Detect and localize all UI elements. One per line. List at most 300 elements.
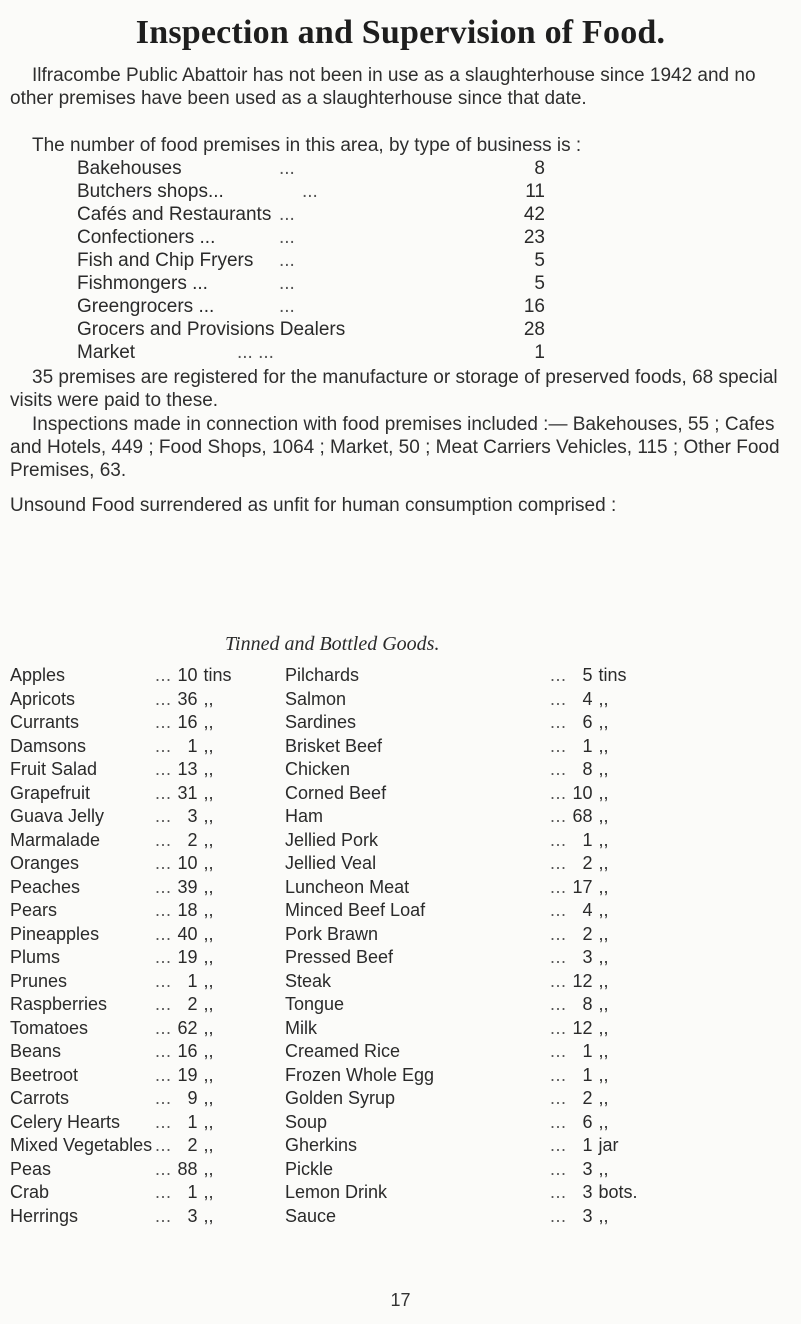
- table-row: [10, 1135, 790, 1159]
- quantity-unit: ,,: [598, 1017, 609, 1038]
- quantity-value: 6: [582, 1111, 593, 1132]
- premises-row: [77, 158, 597, 181]
- quantity-unit: ,,: [598, 806, 609, 826]
- quantity-value: 40: [177, 923, 198, 944]
- premises-intro: The number of food premises in this area, by type of business is :: [32, 135, 582, 156]
- leader-dots: ...: [155, 759, 172, 779]
- leader-dots: ...: [550, 853, 567, 873]
- food-item-quantity: [550, 1112, 640, 1133]
- food-item-name: Grapefruit: [10, 782, 91, 803]
- quantity-value: 3: [582, 1205, 593, 1226]
- premises-count: 28: [523, 319, 545, 340]
- food-item-name: Oranges: [10, 853, 80, 873]
- quantity-value: 3: [582, 1158, 593, 1179]
- premises-type: Market: [77, 342, 136, 363]
- table-row: [10, 1065, 790, 1089]
- food-item-name: Salmon: [285, 688, 347, 709]
- premises-row: [77, 250, 597, 273]
- unsound-food-table: [10, 665, 790, 1229]
- leader-dots: ...: [155, 900, 172, 920]
- food-item-quantity: [155, 1018, 245, 1039]
- food-item-name: Tongue: [285, 994, 345, 1014]
- quantity-value: 1: [582, 1135, 593, 1155]
- food-item-quantity: [550, 900, 640, 921]
- quantity-unit: ,,: [203, 947, 214, 967]
- quantity-unit: ,,: [203, 900, 214, 920]
- premises-count: 8: [534, 158, 545, 179]
- table-row: [10, 853, 790, 877]
- leader-dots: ...: [550, 1111, 567, 1132]
- leader-dots: ...: [550, 1041, 567, 1061]
- premises-type: Confectioners ...: [77, 227, 216, 248]
- food-item-quantity: [550, 1135, 640, 1156]
- table-row: [10, 759, 790, 783]
- food-item-name: Crab: [10, 1182, 50, 1202]
- food-item-quantity: [550, 665, 640, 686]
- quantity-value: 2: [187, 829, 198, 850]
- food-item-name: Damsons: [10, 735, 87, 756]
- food-item-name: Apricots: [10, 688, 76, 709]
- leader-dots: ...: [155, 1041, 172, 1061]
- food-item-name: Creamed Rice: [285, 1041, 401, 1061]
- quantity-unit: ,,: [203, 1135, 214, 1155]
- quantity-value: 8: [582, 759, 593, 779]
- quantity-value: 10: [177, 665, 198, 685]
- quantity-value: 1: [187, 970, 198, 991]
- leader-dots: ...: [155, 1088, 172, 1108]
- leader-dots: ...: [155, 829, 172, 850]
- food-item-name: Prunes: [10, 970, 68, 991]
- quantity-unit: ,,: [598, 782, 609, 803]
- quantity-unit: ,,: [203, 1182, 214, 1202]
- food-item-name: Raspberries: [10, 994, 108, 1014]
- premises-count: 1: [534, 342, 545, 363]
- quantity-value: 1: [187, 1111, 198, 1132]
- premises-row: [77, 342, 597, 365]
- quantity-value: 1: [582, 829, 593, 850]
- quantity-value: 1: [582, 735, 593, 756]
- food-item-name: Ham: [285, 806, 324, 826]
- food-item-quantity: [155, 1088, 245, 1109]
- food-item-quantity: [550, 759, 640, 780]
- premises-count: 16: [523, 296, 545, 317]
- leader-dots: ...: [279, 250, 295, 271]
- premises-count: 42: [523, 204, 545, 225]
- quantity-unit: ,,: [203, 1111, 214, 1132]
- quantity-unit: ,,: [598, 1111, 609, 1132]
- quantity-unit: ,,: [598, 1041, 609, 1061]
- food-item-quantity: [155, 689, 245, 710]
- food-item-quantity: [550, 830, 640, 851]
- leader-dots: ...: [550, 994, 567, 1014]
- table-row: [10, 712, 790, 736]
- table-row: [10, 1206, 790, 1230]
- quantity-value: 3: [187, 1205, 198, 1226]
- inspections-paragraph: Inspections made in connection with food premises included :— Bakehouses, 55 ; Cafes and Hotels, 449 ; Food Shops, 1064 ; Market, 50 ; Meat Carriers Vehicles, 115 ; Other Food Premises, 63.: [10, 414, 780, 481]
- quantity-unit: ,,: [203, 994, 214, 1014]
- food-item-name: Gherkins: [285, 1135, 358, 1155]
- quantity-value: 12: [572, 970, 593, 991]
- food-item-quantity: [155, 712, 245, 733]
- table-row: [10, 1182, 790, 1206]
- quantity-unit: ,,: [598, 970, 609, 991]
- quantity-value: 1: [582, 1041, 593, 1061]
- quantity-unit: ,,: [598, 923, 609, 944]
- quantity-unit: ,,: [203, 876, 214, 897]
- premises-count: 5: [534, 250, 545, 271]
- leader-dots: ...: [155, 665, 172, 685]
- food-item-quantity: [155, 853, 245, 874]
- food-item-quantity: [550, 1018, 640, 1039]
- quantity-value: 68: [572, 806, 593, 826]
- quantity-value: 39: [177, 876, 198, 897]
- food-item-name: Marmalade: [10, 829, 101, 850]
- table-row: [10, 994, 790, 1018]
- quantity-value: 6: [582, 712, 593, 732]
- intro-paragraph: Ilfracombe Public Abattoir has not been in use as a slaughterhouse since 1942 and no other premises have been used as a slaughterhouse since that date.: [10, 65, 756, 109]
- table-row: [10, 783, 790, 807]
- quantity-unit: bots.: [598, 1182, 638, 1202]
- food-item-name: Pork Brawn: [285, 923, 379, 944]
- table-row: [10, 736, 790, 760]
- leader-dots: ...: [550, 782, 567, 803]
- food-item-name: Golden Syrup: [285, 1088, 396, 1108]
- food-item-name: Pickle: [285, 1158, 334, 1179]
- quantity-unit: ,,: [203, 1041, 214, 1061]
- quantity-unit: ,,: [598, 1205, 609, 1226]
- quantity-value: 8: [582, 994, 593, 1014]
- quantity-value: 17: [572, 876, 593, 897]
- leader-dots: ...: [155, 1064, 172, 1085]
- table-row: [10, 971, 790, 995]
- leader-dots: ...: [155, 735, 172, 756]
- leader-dots: ...: [155, 994, 172, 1014]
- quantity-value: 2: [582, 1088, 593, 1108]
- quantity-unit: ,,: [598, 994, 609, 1014]
- premises-count: 23: [523, 227, 545, 248]
- food-item-quantity: [155, 1135, 245, 1156]
- quantity-unit: ,,: [598, 853, 609, 873]
- premises-list: [77, 158, 597, 365]
- table-row: [10, 1088, 790, 1112]
- leader-dots: ...: [550, 665, 567, 685]
- leader-dots: ...: [550, 1135, 567, 1155]
- quantity-value: 4: [582, 900, 593, 920]
- food-item-quantity: [155, 830, 245, 851]
- quantity-value: 2: [582, 923, 593, 944]
- leader-dots: ...: [550, 759, 567, 779]
- food-item-quantity: [550, 1182, 640, 1203]
- quantity-value: 2: [582, 853, 593, 873]
- food-item-quantity: [550, 689, 640, 710]
- food-item-name: Luncheon Meat: [285, 876, 410, 897]
- leader-dots: ...: [550, 712, 567, 732]
- premises-count: 5: [534, 273, 545, 294]
- leader-dots: ...: [550, 947, 567, 967]
- table-row: [10, 947, 790, 971]
- quantity-unit: ,,: [598, 1088, 609, 1108]
- food-item-name: Brisket Beef: [285, 735, 383, 756]
- food-item-quantity: [550, 994, 640, 1015]
- table-row: [10, 924, 790, 948]
- leader-dots: ...: [550, 735, 567, 756]
- quantity-unit: ,,: [203, 806, 214, 826]
- quantity-value: 31: [177, 782, 198, 803]
- page-title: Inspection and Supervision of Food.: [135, 14, 666, 51]
- food-item-quantity: [550, 1065, 640, 1086]
- food-item-quantity: [550, 924, 640, 945]
- table-row: [10, 877, 790, 901]
- quantity-unit: ,,: [203, 970, 214, 991]
- premises-row: [77, 273, 597, 296]
- leader-dots: ...: [550, 1088, 567, 1108]
- food-item-quantity: [550, 1159, 640, 1180]
- quantity-value: 10: [177, 853, 198, 873]
- table-row: [10, 900, 790, 924]
- quantity-value: 2: [187, 994, 198, 1014]
- food-item-name: Herrings: [10, 1205, 79, 1226]
- premises-type: Butchers shops...: [77, 181, 224, 202]
- food-item-quantity: [550, 1088, 640, 1109]
- food-item-quantity: [155, 1112, 245, 1133]
- premises-type: Cafés and Restaurants: [77, 204, 272, 225]
- quantity-unit: ,,: [598, 829, 609, 850]
- food-item-quantity: [155, 759, 245, 780]
- food-item-name: Currants: [10, 712, 80, 732]
- food-item-quantity: [550, 1206, 640, 1227]
- leader-dots: ...: [155, 970, 172, 991]
- quantity-unit: tins: [203, 665, 232, 685]
- food-item-name: Plums: [10, 947, 61, 967]
- leader-dots: ...: [155, 712, 172, 732]
- leader-dots: ...: [550, 1158, 567, 1179]
- food-item-name: Carrots: [10, 1088, 70, 1108]
- table-row: [10, 830, 790, 854]
- premises-count: 11: [525, 181, 545, 202]
- leader-dots: ...: [279, 204, 295, 225]
- quantity-value: 5: [582, 665, 593, 685]
- quantity-unit: ,,: [203, 1088, 214, 1108]
- leader-dots: ...: [550, 970, 567, 991]
- quantity-unit: ,,: [598, 759, 609, 779]
- food-item-name: Lemon Drink: [285, 1182, 388, 1202]
- leader-dots: ...: [279, 273, 295, 294]
- quantity-unit: ,,: [598, 900, 609, 920]
- food-item-quantity: [550, 783, 640, 804]
- quantity-unit: ,,: [203, 735, 214, 756]
- food-item-quantity: [155, 1182, 245, 1203]
- food-item-name: Jellied Pork: [285, 829, 379, 850]
- quantity-value: 88: [177, 1158, 198, 1179]
- food-item-name: Beans: [10, 1041, 62, 1061]
- leader-dots: ...: [155, 1111, 172, 1132]
- table-row: [10, 1159, 790, 1183]
- food-item-name: Pilchards: [285, 665, 360, 685]
- food-item-name: Pears: [10, 900, 58, 920]
- quantity-unit: tins: [598, 665, 627, 685]
- quantity-unit: ,,: [598, 688, 609, 709]
- quantity-unit: ,,: [598, 1158, 609, 1179]
- quantity-unit: ,,: [203, 1158, 214, 1179]
- food-item-quantity: [550, 853, 640, 874]
- quantity-value: 4: [582, 688, 593, 709]
- leader-dots: ...: [279, 296, 295, 317]
- quantity-unit: ,,: [598, 735, 609, 756]
- quantity-value: 1: [582, 1064, 593, 1085]
- leader-dots: ...: [155, 876, 172, 897]
- quantity-unit: ,,: [203, 1064, 214, 1085]
- food-item-name: Steak: [285, 970, 332, 991]
- quantity-unit: ,,: [203, 829, 214, 850]
- leader-dots: ...: [550, 1205, 567, 1226]
- leader-dots: ...: [550, 806, 567, 826]
- table-row: [10, 1041, 790, 1065]
- premises-row: [77, 296, 597, 319]
- leader-dots: ...: [550, 1182, 567, 1202]
- leader-dots: ...: [155, 782, 172, 803]
- food-item-name: Soup: [285, 1111, 328, 1132]
- quantity-value: 10: [572, 782, 593, 803]
- unsound-food-heading: Unsound Food surrendered as unfit for human consumption comprised :: [10, 495, 617, 516]
- quantity-unit: ,,: [203, 1205, 214, 1226]
- food-item-name: Corned Beef: [285, 782, 387, 803]
- quantity-value: 16: [177, 1041, 198, 1061]
- food-item-name: Mixed Vegetables: [10, 1135, 153, 1155]
- food-item-quantity: [155, 971, 245, 992]
- food-item-quantity: [155, 665, 245, 686]
- leader-dots: ...: [550, 876, 567, 897]
- food-item-quantity: [155, 736, 245, 757]
- leader-dots: ...: [155, 1017, 172, 1038]
- leader-dots: ...: [155, 1158, 172, 1179]
- quantity-unit: ,,: [203, 1017, 214, 1038]
- food-item-name: Apples: [10, 665, 66, 685]
- food-item-quantity: [155, 1065, 245, 1086]
- quantity-value: 1: [187, 735, 198, 756]
- food-item-quantity: [155, 994, 245, 1015]
- table-row: [10, 1018, 790, 1042]
- quantity-value: 3: [187, 806, 198, 826]
- premises-row: [77, 181, 597, 204]
- food-item-quantity: [550, 971, 640, 992]
- food-item-quantity: [550, 806, 640, 827]
- quantity-unit: ,,: [598, 876, 609, 897]
- leader-dots: ...: [279, 158, 295, 179]
- leader-dots: ... ...: [237, 342, 274, 363]
- premises-type: Grocers and Provisions Dealers: [77, 319, 346, 340]
- premises-row: [77, 319, 597, 342]
- leader-dots: ...: [550, 829, 567, 850]
- quantity-unit: jar: [598, 1135, 619, 1155]
- quantity-value: 12: [572, 1017, 593, 1038]
- food-item-name: Sardines: [285, 712, 357, 732]
- food-item-quantity: [155, 806, 245, 827]
- leader-dots: ...: [550, 923, 567, 944]
- tinned-goods-subheading: Tinned and Bottled Goods.: [225, 633, 440, 655]
- quantity-value: 18: [177, 900, 198, 920]
- registered-paragraph: 35 premises are registered for the manufacture or storage of preserved foods, 68 special visits were paid to these.: [10, 367, 778, 411]
- quantity-unit: ,,: [598, 947, 609, 967]
- leader-dots: ...: [155, 923, 172, 944]
- quantity-value: 19: [177, 947, 198, 967]
- food-item-name: Peas: [10, 1158, 52, 1179]
- quantity-value: 3: [582, 1182, 593, 1202]
- leader-dots: ...: [550, 1064, 567, 1085]
- food-item-name: Jellied Veal: [285, 853, 377, 873]
- quantity-value: 36: [177, 688, 198, 709]
- premises-type: Fish and Chip Fryers: [77, 250, 254, 271]
- leader-dots: ...: [155, 688, 172, 709]
- premises-type: Fishmongers ...: [77, 273, 208, 294]
- food-item-name: Minced Beef Loaf: [285, 900, 426, 920]
- food-item-name: Peaches: [10, 876, 81, 897]
- premises-type: Bakehouses: [77, 158, 182, 179]
- food-item-quantity: [155, 1159, 245, 1180]
- table-row: [10, 1112, 790, 1136]
- food-item-quantity: [155, 1206, 245, 1227]
- quantity-unit: ,,: [203, 853, 214, 873]
- quantity-unit: ,,: [203, 759, 214, 779]
- food-item-name: Guava Jelly: [10, 806, 105, 826]
- table-row: [10, 665, 790, 689]
- quantity-unit: ,,: [203, 712, 214, 732]
- leader-dots: ...: [155, 853, 172, 873]
- leader-dots: ...: [155, 947, 172, 967]
- leader-dots: ...: [155, 806, 172, 826]
- food-item-quantity: [155, 900, 245, 921]
- food-item-name: Pineapples: [10, 923, 100, 944]
- leader-dots: ...: [155, 1205, 172, 1226]
- quantity-value: 13: [177, 759, 198, 779]
- premises-row: [77, 204, 597, 227]
- food-item-quantity: [155, 924, 245, 945]
- food-item-quantity: [155, 1041, 245, 1062]
- quantity-value: 2: [187, 1135, 198, 1155]
- food-item-name: Pressed Beef: [285, 947, 394, 967]
- food-item-name: Fruit Salad: [10, 759, 98, 779]
- quantity-value: 3: [582, 947, 593, 967]
- quantity-value: 9: [187, 1088, 198, 1108]
- food-item-quantity: [155, 783, 245, 804]
- leader-dots: ...: [279, 227, 295, 248]
- food-item-quantity: [550, 877, 640, 898]
- quantity-unit: ,,: [598, 1064, 609, 1085]
- food-item-name: Chicken: [285, 759, 351, 779]
- page-number: 17: [390, 1290, 411, 1310]
- food-item-quantity: [550, 947, 640, 968]
- leader-dots: ...: [302, 181, 318, 202]
- food-item-name: Sauce: [285, 1205, 337, 1226]
- food-item-name: Beetroot: [10, 1064, 79, 1085]
- food-item-name: Celery Hearts: [10, 1111, 121, 1132]
- table-row: [10, 689, 790, 713]
- premises-row: [77, 227, 597, 250]
- food-item-quantity: [550, 712, 640, 733]
- quantity-unit: ,,: [598, 712, 609, 732]
- quantity-value: 62: [177, 1017, 198, 1038]
- quantity-unit: ,,: [203, 688, 214, 709]
- quantity-value: 1: [187, 1182, 198, 1202]
- food-item-quantity: [550, 736, 640, 757]
- food-item-name: Milk: [285, 1017, 317, 1038]
- leader-dots: ...: [155, 1182, 172, 1202]
- food-item-name: Frozen Whole Egg: [285, 1064, 435, 1085]
- quantity-value: 19: [177, 1064, 198, 1085]
- leader-dots: ...: [550, 688, 567, 709]
- leader-dots: ...: [155, 1135, 172, 1155]
- table-row: [10, 806, 790, 830]
- leader-dots: ...: [550, 900, 567, 920]
